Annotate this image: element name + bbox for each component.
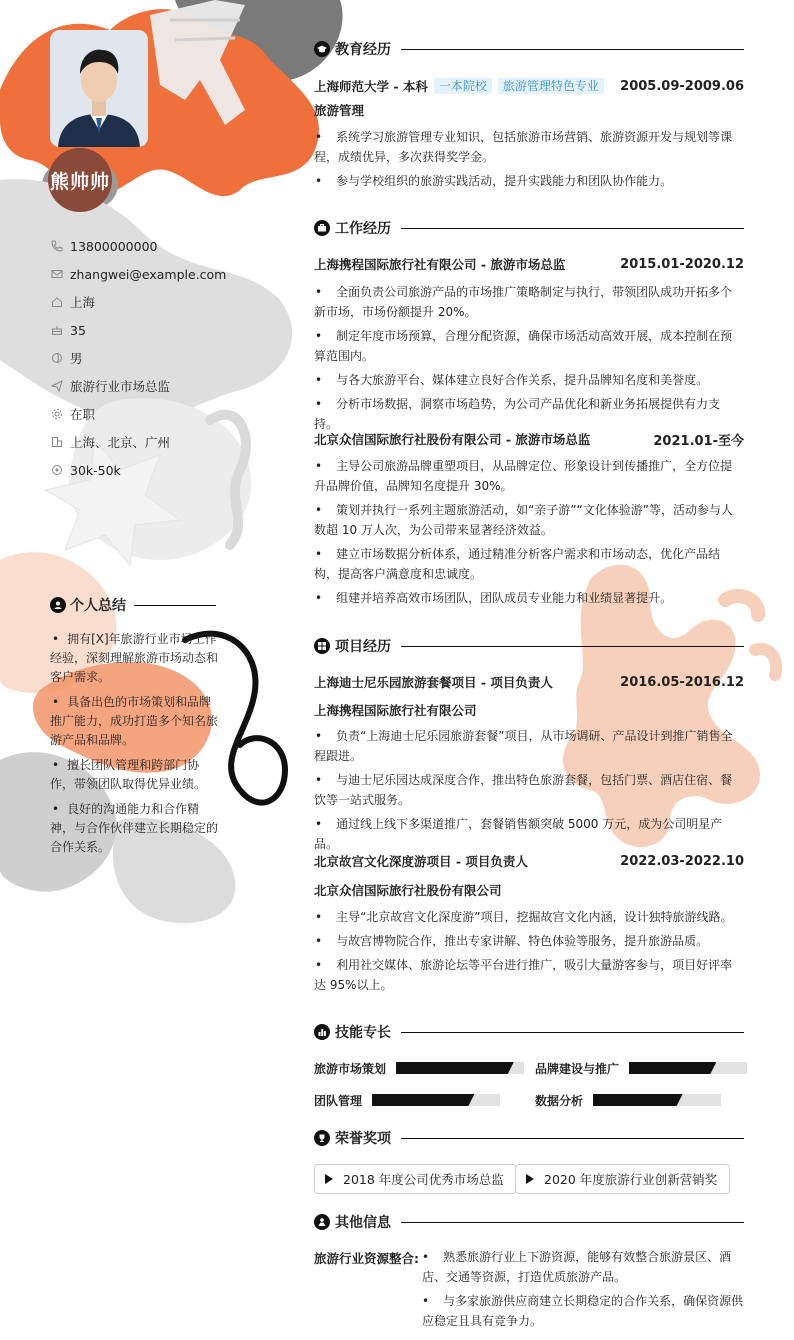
info-city bbox=[50, 288, 270, 316]
skill-bar-fill bbox=[396, 1062, 514, 1074]
info-gender bbox=[50, 344, 270, 372]
award-badge bbox=[314, 1164, 517, 1194]
info-target-cities bbox=[50, 428, 270, 456]
summary-list bbox=[50, 630, 218, 863]
projects-heading bbox=[314, 636, 744, 656]
info-target-role bbox=[50, 372, 270, 400]
project-item: • 与迪士尼乐园达成深度合作，推出特色旅游套餐，包括门票、酒店住宿、餐饮等一站式服务。 bbox=[314, 770, 744, 810]
work-item: • 策划并执行一系列主题旅游活动，如“亲子游”“文化体验游”等，活动参与人数超 10 万人次，为公司带来显著经济效益。 bbox=[314, 500, 744, 540]
award-badge bbox=[515, 1164, 730, 1194]
summary-title: 个人总结 bbox=[70, 598, 126, 614]
work-job-title: 北京众信国际旅行社股份有限公司 - 旅游市场总监 bbox=[314, 432, 591, 447]
skill-bar bbox=[396, 1062, 524, 1074]
work-item: • 分析市场数据，洞察市场趋势，为公司产品优化和新业务拓展提供有力支持。 bbox=[314, 394, 744, 434]
education-title: 教育经历 bbox=[335, 42, 391, 58]
briefcase-icon bbox=[314, 220, 330, 236]
other-divider bbox=[401, 1222, 744, 1223]
work-item: • 建立市场数据分析体系，通过精准分析客户需求和市场动态，优化产品结构，提高客户满意度和忠诚度。 bbox=[314, 544, 744, 584]
summary-item: • 良好的沟通能力和合作精神，与合作伙伴建立长期稳定的合作关系。 bbox=[50, 800, 218, 857]
left-column bbox=[0, 0, 290, 1340]
summary-item: • 具备出色的市场策划和品牌推广能力，成功打造多个知名旅游产品和品牌。 bbox=[50, 693, 218, 750]
project-title: 北京故宫文化深度游项目 - 项目负责人 bbox=[314, 854, 528, 869]
send-icon bbox=[50, 379, 64, 393]
target-role-text: 旅游行业市场总监 bbox=[70, 379, 171, 394]
project-entry-header bbox=[314, 673, 744, 691]
info-email bbox=[50, 260, 270, 288]
education-tag: 旅游管理特色专业 bbox=[498, 78, 604, 94]
project-date: 2016.05-2016.12 bbox=[620, 674, 744, 690]
education-tag: 一本院校 bbox=[434, 78, 492, 94]
user-icon bbox=[50, 597, 66, 613]
cake-icon bbox=[50, 323, 64, 337]
work-heading bbox=[314, 218, 744, 238]
award-text: 2018 年度公司优秀市场总监 bbox=[343, 1172, 504, 1187]
bar-chart-icon bbox=[314, 1024, 330, 1040]
work-item: • 主导公司旅游品牌重塑项目，从品牌定位、形象设计到传播推广，全方位提升品牌价值，品牌知名度提升 30%。 bbox=[314, 456, 744, 496]
trophy-icon bbox=[314, 1130, 330, 1146]
play-triangle-icon bbox=[526, 1174, 534, 1184]
work-item: • 制定年度市场预算，合理分配资源，确保市场活动高效开展，成本控制在预算范围内。 bbox=[314, 326, 744, 366]
info-age bbox=[50, 316, 270, 344]
work-job-list bbox=[314, 282, 744, 438]
education-list bbox=[314, 127, 744, 195]
project-list bbox=[314, 726, 744, 858]
project-item: • 主导“北京故宫文化深度游”项目，挖掘故宫文化内涵，设计独特旅游线路。 bbox=[314, 907, 744, 927]
other-title: 其他信息 bbox=[335, 1215, 391, 1231]
work-entry-header bbox=[314, 430, 744, 448]
skill-item bbox=[535, 1093, 721, 1107]
skill-bar-fill bbox=[629, 1062, 716, 1074]
other-item: • 与多家旅游供应商建立长期稳定的合作关系，确保资源供应稳定且具有竞争力。 bbox=[422, 1291, 744, 1331]
project-company: 上海携程国际旅行社有限公司 bbox=[314, 703, 477, 718]
awards-divider bbox=[401, 1138, 744, 1139]
name-badge bbox=[48, 148, 112, 212]
summary-item: • 拥有[X]年旅游行业市场工作经验，深刻理解旅游市场动态和客户需求。 bbox=[50, 630, 218, 687]
project-title: 上海迪士尼乐园旅游套餐项目 - 项目负责人 bbox=[314, 675, 553, 690]
skills-divider bbox=[401, 1032, 744, 1033]
skill-bar-fill bbox=[372, 1094, 474, 1106]
city-text: 上海 bbox=[70, 295, 96, 310]
awards-title: 荣誉奖项 bbox=[335, 1131, 391, 1147]
home-icon bbox=[50, 295, 64, 309]
project-item: • 通过线上线下多渠道推广，套餐销售额突破 5000 万元，成为公司明星产品。 bbox=[314, 814, 744, 854]
gender-text: 男 bbox=[70, 351, 83, 366]
profile-photo bbox=[50, 30, 148, 147]
gender-icon bbox=[50, 351, 64, 365]
project-company: 北京众信国际旅行社股份有限公司 bbox=[314, 883, 502, 898]
project-item: • 利用社交媒体、旅游论坛等平台进行推广，吸引大量游客参与，项目好评率达 95%以上。 bbox=[314, 955, 744, 995]
project-date: 2022.03-2022.10 bbox=[620, 853, 744, 869]
other-label: 旅游行业资源整合: bbox=[314, 1251, 419, 1266]
skill-name: 数据分析 bbox=[535, 1093, 584, 1108]
skill-item bbox=[535, 1061, 747, 1075]
work-job-date: 2021.01-至今 bbox=[653, 433, 744, 449]
education-item: • 参与学校组织的旅游实践活动，提升实践能力和团队协作能力。 bbox=[314, 171, 744, 191]
work-job-list bbox=[314, 456, 744, 612]
work-item: • 全面负责公司旅游产品的市场推广策略制定与执行，带领团队成功开拓多个新市场，市场份额提升 20%。 bbox=[314, 282, 744, 322]
skill-item bbox=[314, 1061, 524, 1075]
skill-name: 旅游市场策划 bbox=[314, 1061, 387, 1076]
person-icon bbox=[314, 1214, 330, 1230]
skill-item bbox=[314, 1093, 500, 1107]
summary-item: • 擅长团队管理和跨部门协作，带领团队取得优异业绩。 bbox=[50, 756, 218, 794]
skill-bar bbox=[593, 1094, 721, 1106]
grid-icon bbox=[314, 638, 330, 654]
age-text: 35 bbox=[70, 322, 86, 338]
skills-title: 技能专长 bbox=[335, 1025, 391, 1041]
education-heading bbox=[314, 39, 744, 59]
awards-heading bbox=[314, 1128, 744, 1148]
other-list bbox=[422, 1247, 744, 1335]
profile-name: 熊帅帅 bbox=[49, 170, 110, 193]
work-job-title: 上海携程国际旅行社有限公司 - 旅游市场总监 bbox=[314, 257, 566, 272]
email-text: zhangwei@example.com bbox=[70, 266, 227, 282]
award-text: 2020 年度旅游行业创新营销奖 bbox=[544, 1172, 718, 1187]
project-entry-header bbox=[314, 852, 744, 870]
work-divider bbox=[401, 228, 744, 229]
skill-bar bbox=[372, 1094, 500, 1106]
education-item: • 系统学习旅游管理专业知识，包括旅游市场营销、旅游资源开发与规划等课程，成绩优异，多次获得奖学金。 bbox=[314, 127, 744, 167]
education-entry-header bbox=[314, 77, 744, 95]
education-divider bbox=[401, 49, 744, 50]
phone-text: 13800000000 bbox=[70, 238, 158, 254]
contact-info-list bbox=[50, 232, 270, 484]
work-entry-header bbox=[314, 255, 744, 273]
education-date: 2005.09-2009.06 bbox=[620, 78, 744, 94]
skills-heading bbox=[314, 1022, 744, 1042]
info-status bbox=[50, 400, 270, 428]
info-phone bbox=[50, 232, 270, 260]
projects-title: 项目经历 bbox=[335, 639, 391, 655]
phone-icon bbox=[50, 239, 64, 253]
projects-divider bbox=[401, 646, 744, 647]
work-job-date: 2015.01-2020.12 bbox=[620, 256, 744, 272]
other-item: • 熟悉旅游行业上下游资源，能够有效整合旅游景区、酒店、交通等资源，打造优质旅游产品。 bbox=[422, 1247, 744, 1287]
graduation-cap-icon bbox=[314, 41, 330, 57]
summary-divider bbox=[134, 605, 216, 606]
summary-heading bbox=[50, 595, 216, 615]
project-item: • 负责“上海迪士尼乐园旅游套餐”项目，从市场调研、产品设计到推广销售全程跟进。 bbox=[314, 726, 744, 766]
target-cities-text: 上海、北京、广州 bbox=[70, 435, 171, 450]
work-item: • 与各大旅游平台、媒体建立良好合作关系，提升品牌知名度和美誉度。 bbox=[314, 370, 744, 390]
work-item: • 组建并培养高效市场团队，团队成员专业能力和业绩显著提升。 bbox=[314, 588, 744, 608]
building-icon bbox=[50, 435, 64, 449]
salary-text: 30k-50k bbox=[70, 462, 121, 478]
skill-bar-fill bbox=[593, 1094, 683, 1106]
project-item: • 与故宫博物院合作，推出专家讲解、特色体验等服务，提升旅游品质。 bbox=[314, 931, 744, 951]
avatar-illustration bbox=[50, 30, 148, 147]
other-heading bbox=[314, 1212, 744, 1232]
skill-bar bbox=[629, 1062, 747, 1074]
settings-icon bbox=[50, 407, 64, 421]
info-salary bbox=[50, 456, 270, 484]
mail-icon bbox=[50, 267, 64, 281]
play-triangle-icon bbox=[325, 1174, 333, 1184]
skill-name: 团队管理 bbox=[314, 1093, 363, 1108]
skill-name: 品牌建设与推广 bbox=[535, 1061, 620, 1076]
status-text: 在职 bbox=[70, 407, 96, 422]
education-school: 上海师范大学 - 本科 bbox=[314, 79, 428, 94]
education-school-wrap bbox=[314, 77, 604, 95]
education-major: 旅游管理 bbox=[314, 103, 365, 118]
work-title: 工作经历 bbox=[335, 221, 391, 237]
project-list bbox=[314, 907, 744, 999]
money-icon bbox=[50, 463, 64, 477]
